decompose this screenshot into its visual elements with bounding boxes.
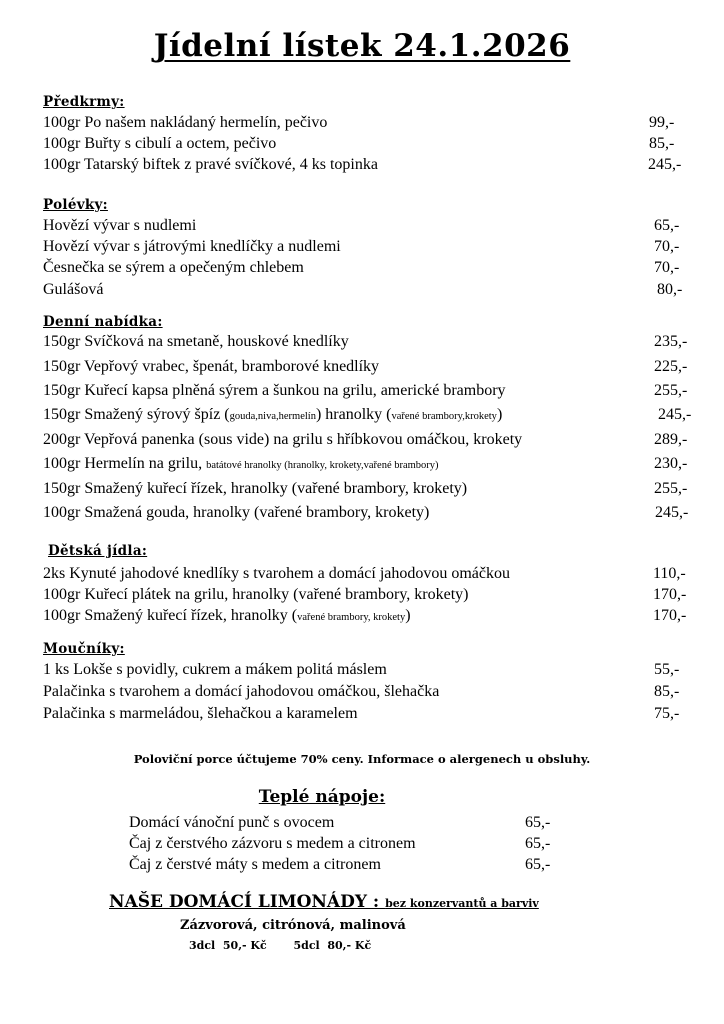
section-heading-predkrmy: Předkrmy: xyxy=(43,94,125,110)
section-heading-denni: Denní nabídka: xyxy=(43,314,163,330)
menu-title: Jídelní lístek 24.1.2026 xyxy=(153,28,571,64)
item-name: 100gr Buřty s cibulí a octem, pečivo xyxy=(43,135,277,152)
item-price: 255,- xyxy=(654,382,688,399)
item-name: 150gr Kuřecí kapsa plněná sýrem a šunkou na grilu, americké brambory xyxy=(43,382,506,399)
menu-item xyxy=(43,429,694,451)
item-name: 100gr Smažená gouda, hranolky (vařené brambory, krokety) xyxy=(43,504,430,521)
drink-item xyxy=(129,854,551,876)
menu-item xyxy=(43,703,694,725)
item-price: 99,- xyxy=(649,114,675,131)
lemonade-heading: NAŠE DOMÁCÍ LIMONÁDY : bez konzervantů a barviv xyxy=(109,892,539,912)
menu-item xyxy=(43,279,694,301)
item-name: 150gr Svíčková na smetaně, houskové knedlíky xyxy=(43,333,349,350)
menu-item xyxy=(43,112,694,134)
item-price: 75,- xyxy=(654,705,680,722)
drinks-heading: Teplé nápoje: xyxy=(258,787,386,807)
menu-item xyxy=(43,257,694,279)
section-heading-polevky: Polévky: xyxy=(43,197,108,213)
drink-item xyxy=(129,833,551,855)
drink-name: Domácí vánoční punč s ovocem xyxy=(129,814,335,831)
item-price: 170,- xyxy=(653,607,687,624)
item-name: Hovězí vývar s nudlemi xyxy=(43,217,197,234)
item-name: 200gr Vepřová panenka (sous vide) na grilu s hříbkovou omáčkou, krokety xyxy=(43,431,523,448)
item-price: 245,- xyxy=(655,504,689,521)
item-price: 245,- xyxy=(648,156,682,173)
lemonade-flavors: Zázvorová, citrónová, malinová xyxy=(180,918,406,933)
menu-item xyxy=(43,133,694,155)
lemonade-size-5dcl: 5dcl 80,- Kč xyxy=(293,939,372,952)
section-heading-moucniky: Moučníky: xyxy=(43,641,125,657)
item-name: 100gr Hermelín na grilu, batátové hranolky (hranolky, krokety,vařené brambory) xyxy=(43,455,439,472)
item-price: 65,- xyxy=(654,217,680,234)
menu-item xyxy=(43,356,694,378)
item-price: 70,- xyxy=(654,259,680,276)
menu-item xyxy=(43,478,694,500)
item-price: 245,- xyxy=(658,406,692,423)
item-price: 289,- xyxy=(654,431,688,448)
menu-item xyxy=(43,453,694,475)
portion-note: Poloviční porce účtujeme 70% ceny. Informace o alergenech u obsluhy. xyxy=(133,752,591,766)
item-price: 230,- xyxy=(654,455,688,472)
lemonade-sizes xyxy=(189,939,371,952)
item-name: 100gr Tatarský biftek z pravé svíčkové, 4 ks topinka xyxy=(43,156,378,173)
item-price: 80,- xyxy=(657,281,683,298)
item-name: Palačinka s tvarohem a domácí jahodovou omáčkou, šlehačka xyxy=(43,683,440,700)
drink-price: 65,- xyxy=(525,814,551,831)
item-name: 100gr Po našem nakládaný hermelín, pečivo xyxy=(43,114,328,131)
menu-item xyxy=(43,659,694,681)
drink-name: Čaj z čerstvého zázvoru s medem a citronem xyxy=(129,835,416,852)
drink-price: 65,- xyxy=(525,856,551,873)
item-price: 85,- xyxy=(654,683,680,700)
item-name: Gulášová xyxy=(43,281,104,298)
item-name: 1 ks Lokše s povidly, cukrem a mákem politá máslem xyxy=(43,661,387,678)
item-price: 255,- xyxy=(654,480,688,497)
menu-item xyxy=(43,563,694,585)
item-price: 225,- xyxy=(654,358,688,375)
item-name: Česnečka se sýrem a opečeným chlebem xyxy=(43,259,304,276)
item-price: 110,- xyxy=(653,565,686,582)
item-price: 55,- xyxy=(654,661,680,678)
item-name: 100gr Kuřecí plátek na grilu, hranolky (vařené brambory, krokety) xyxy=(43,586,469,603)
item-price: 170,- xyxy=(653,586,687,603)
item-name: 150gr Smažený kuřecí řízek, hranolky (vařené brambory, krokety) xyxy=(43,480,468,497)
item-name: Palačinka s marmeládou, šlehačkou a karamelem xyxy=(43,705,358,722)
item-price: 235,- xyxy=(654,333,688,350)
lemonade-note: bez konzervantů a barviv xyxy=(385,897,539,910)
menu-item xyxy=(43,331,694,353)
menu-item xyxy=(43,681,694,703)
drink-item xyxy=(129,812,551,834)
drink-name: Čaj z čerstvé máty s medem a citronem xyxy=(129,856,381,873)
item-name: 2ks Kynuté jahodové knedlíky s tvarohem a domácí jahodovou omáčkou xyxy=(43,565,511,582)
item-name: 100gr Smažený kuřecí řízek, hranolky (vařené brambory, krokety) xyxy=(43,607,411,624)
item-name: Hovězí vývar s játrovými knedlíčky a nudlemi xyxy=(43,238,341,255)
menu-item xyxy=(43,215,694,237)
item-name: 150gr Smažený sýrový špíz (gouda,niva,hermelín) hranolky (vařené brambory,krokety) xyxy=(43,406,503,423)
item-price: 70,- xyxy=(654,238,680,255)
item-name: 150gr Vepřový vrabec, špenát, bramborové knedlíky xyxy=(43,358,380,375)
menu-item xyxy=(43,605,694,627)
menu-item xyxy=(43,584,694,606)
menu-item xyxy=(43,502,694,524)
section-heading-detska: Dětská jídla: xyxy=(48,543,148,559)
menu-item xyxy=(43,380,694,402)
menu-item xyxy=(43,404,694,426)
lemonade-size-3dcl: 3dcl 50,- Kč xyxy=(189,939,267,952)
menu-item xyxy=(43,154,694,176)
menu-item xyxy=(43,236,694,258)
item-price: 85,- xyxy=(649,135,675,152)
drink-price: 65,- xyxy=(525,835,551,852)
